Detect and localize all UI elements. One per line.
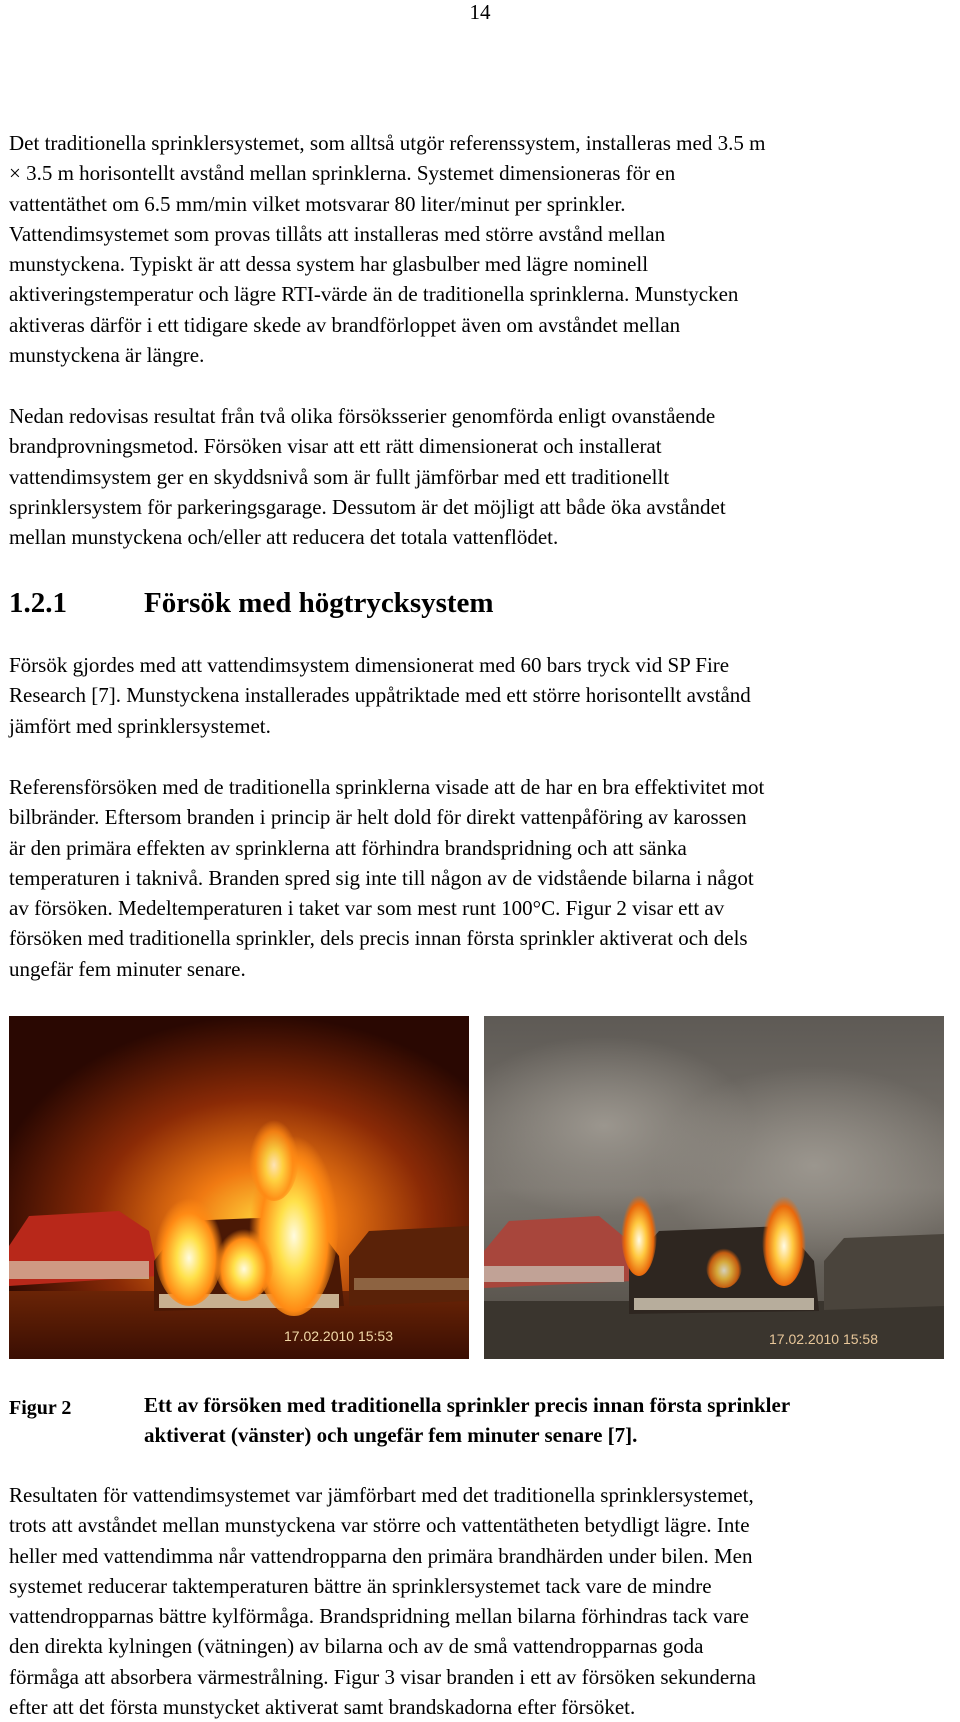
text-line: bilbränder. Eftersom branden i princip är helt dold för direkt vattenpåföring av karossen [9, 805, 747, 830]
photo-timestamp: 17.02.2010 15:58 [769, 1331, 878, 1347]
section-title: Försök med högtrycksystem [144, 587, 494, 619]
text-line: vattentäthet om 6.5 mm/min vilket motsvarar 80 liter/minut per sprinkler. [9, 191, 626, 216]
text-line: trots att avståndet mellan munstyckena var större och vattentätheten betydligt lägre. Inte [9, 1513, 750, 1538]
figure-label: Figur 2 [9, 1397, 72, 1419]
text-line: sprinklersystem för parkeringsgarage. Dessutom är det möjligt att både öka avståndet [9, 494, 726, 519]
text-line: munstyckena. Typiskt är att dessa system har glasbulber med lägre nominell [9, 252, 649, 277]
text-line: brandprovningsmetod. Försöken visar att ett rätt dimensionerat och installerat [9, 434, 662, 459]
text-line: Det traditionella sprinklersystemet, som alltså utgör referenssystem, installeras med 3.5 m [9, 131, 766, 155]
text-line: temperaturen i taknivå. Branden spred sig inte till någon av de vidstående bilarna i något [9, 865, 754, 890]
figure-caption [144, 1390, 790, 1451]
text-line: heller med vattendimma når vattendropparna den primära brandhärden under bilen. Men [9, 1543, 753, 1568]
text-line: förmåga att absorbera värmestrålning. Figur 3 visar branden i ett av försöken sekunderna [9, 1664, 756, 1689]
paragraph-water-mist-results [9, 1480, 959, 1722]
text-line: Nedan redovisas resultat från två olika försöksserier genomförda enligt ovanstående [9, 404, 716, 428]
text-line: munstyckena är längre. [9, 343, 205, 368]
text-line: mellan munstyckena och/eller att reducera det totala vattenflödet. [9, 525, 559, 550]
text-line: vattendimsystem ger en skyddsnivå som är fullt jämförbar med ett traditionellt [9, 464, 670, 489]
section-number: 1.2.1 [9, 587, 67, 619]
text-line: vattendropparnas bättre kylförmåga. Brandspridning mellan bilarna förhindras tack vare [9, 1604, 749, 1629]
text-line: Research [7]. Munstyckena installerades uppåtriktade med ett större horisontellt avstånd [9, 683, 751, 708]
fire-photo-after [484, 1016, 944, 1359]
text-line: ungefär fem minuter senare. [9, 956, 246, 981]
text-line: systemet reducerar taktemperaturen bättre än sprinklersystemet tack vare de mindre [9, 1573, 712, 1598]
text-line: × 3.5 m horisontellt avstånd mellan sprinklerna. Systemet dimensioneras för en [9, 161, 676, 186]
paragraph-reference-tests [9, 772, 959, 984]
text-line: Försök gjordes med att vattendimsystem dimensionerat med 60 bars tryck vid SP Fire [9, 653, 730, 677]
paragraph-test-results-intro [9, 401, 959, 552]
text-line: Referensförsöken med de traditionella sprinklerna visade att de har en bra effektivitet mot [9, 775, 765, 799]
section-heading [9, 585, 494, 621]
text-line: Resultaten för vattendimsystemet var jämförbart med det traditionella sprinklersystemet, [9, 1483, 754, 1507]
text-line: aktiveringstemperatur och lägre RTI-värde än de traditionella sprinklerna. Munstycken [9, 282, 739, 307]
text-line: jämfört med sprinklersystemet. [9, 713, 271, 738]
text-line: aktiveras därför i ett tidigare skede av brandförloppet även om avståndet mellan [9, 312, 681, 337]
text-line: är den primära effekten av sprinklerna att förhindra brandspridning och att sänka [9, 835, 687, 860]
fire-photo-before [9, 1016, 469, 1359]
caption-line: aktiverat (vänster) och ungefär fem minuter senare [7]. [144, 1423, 638, 1448]
paragraph-sprinkler-system [9, 128, 959, 370]
text-line: den direkta kylningen (vätningen) av bilarna och av de små vattendropparnas goda [9, 1634, 704, 1659]
text-line: efter att det första munstycket aktiverat samt brandskadorna efter försöket. [9, 1695, 636, 1720]
page-number: 14 [469, 0, 491, 24]
text-line: försöken med traditionella sprinkler, dels precis innan första sprinkler aktiverat och dels [9, 926, 748, 951]
caption-line: Ett av försöken med traditionella sprinkler precis innan första sprinkler [144, 1393, 791, 1417]
paragraph-high-pressure-test [9, 650, 959, 741]
text-line: av försöken. Medeltemperaturen i taket var som mest runt 100°C. Figur 2 visar ett av [9, 896, 725, 921]
text-line: Vattendimsystemet som provas tillåts att installeras med större avstånd mellan [9, 221, 666, 246]
photo-timestamp: 17.02.2010 15:53 [284, 1328, 393, 1344]
